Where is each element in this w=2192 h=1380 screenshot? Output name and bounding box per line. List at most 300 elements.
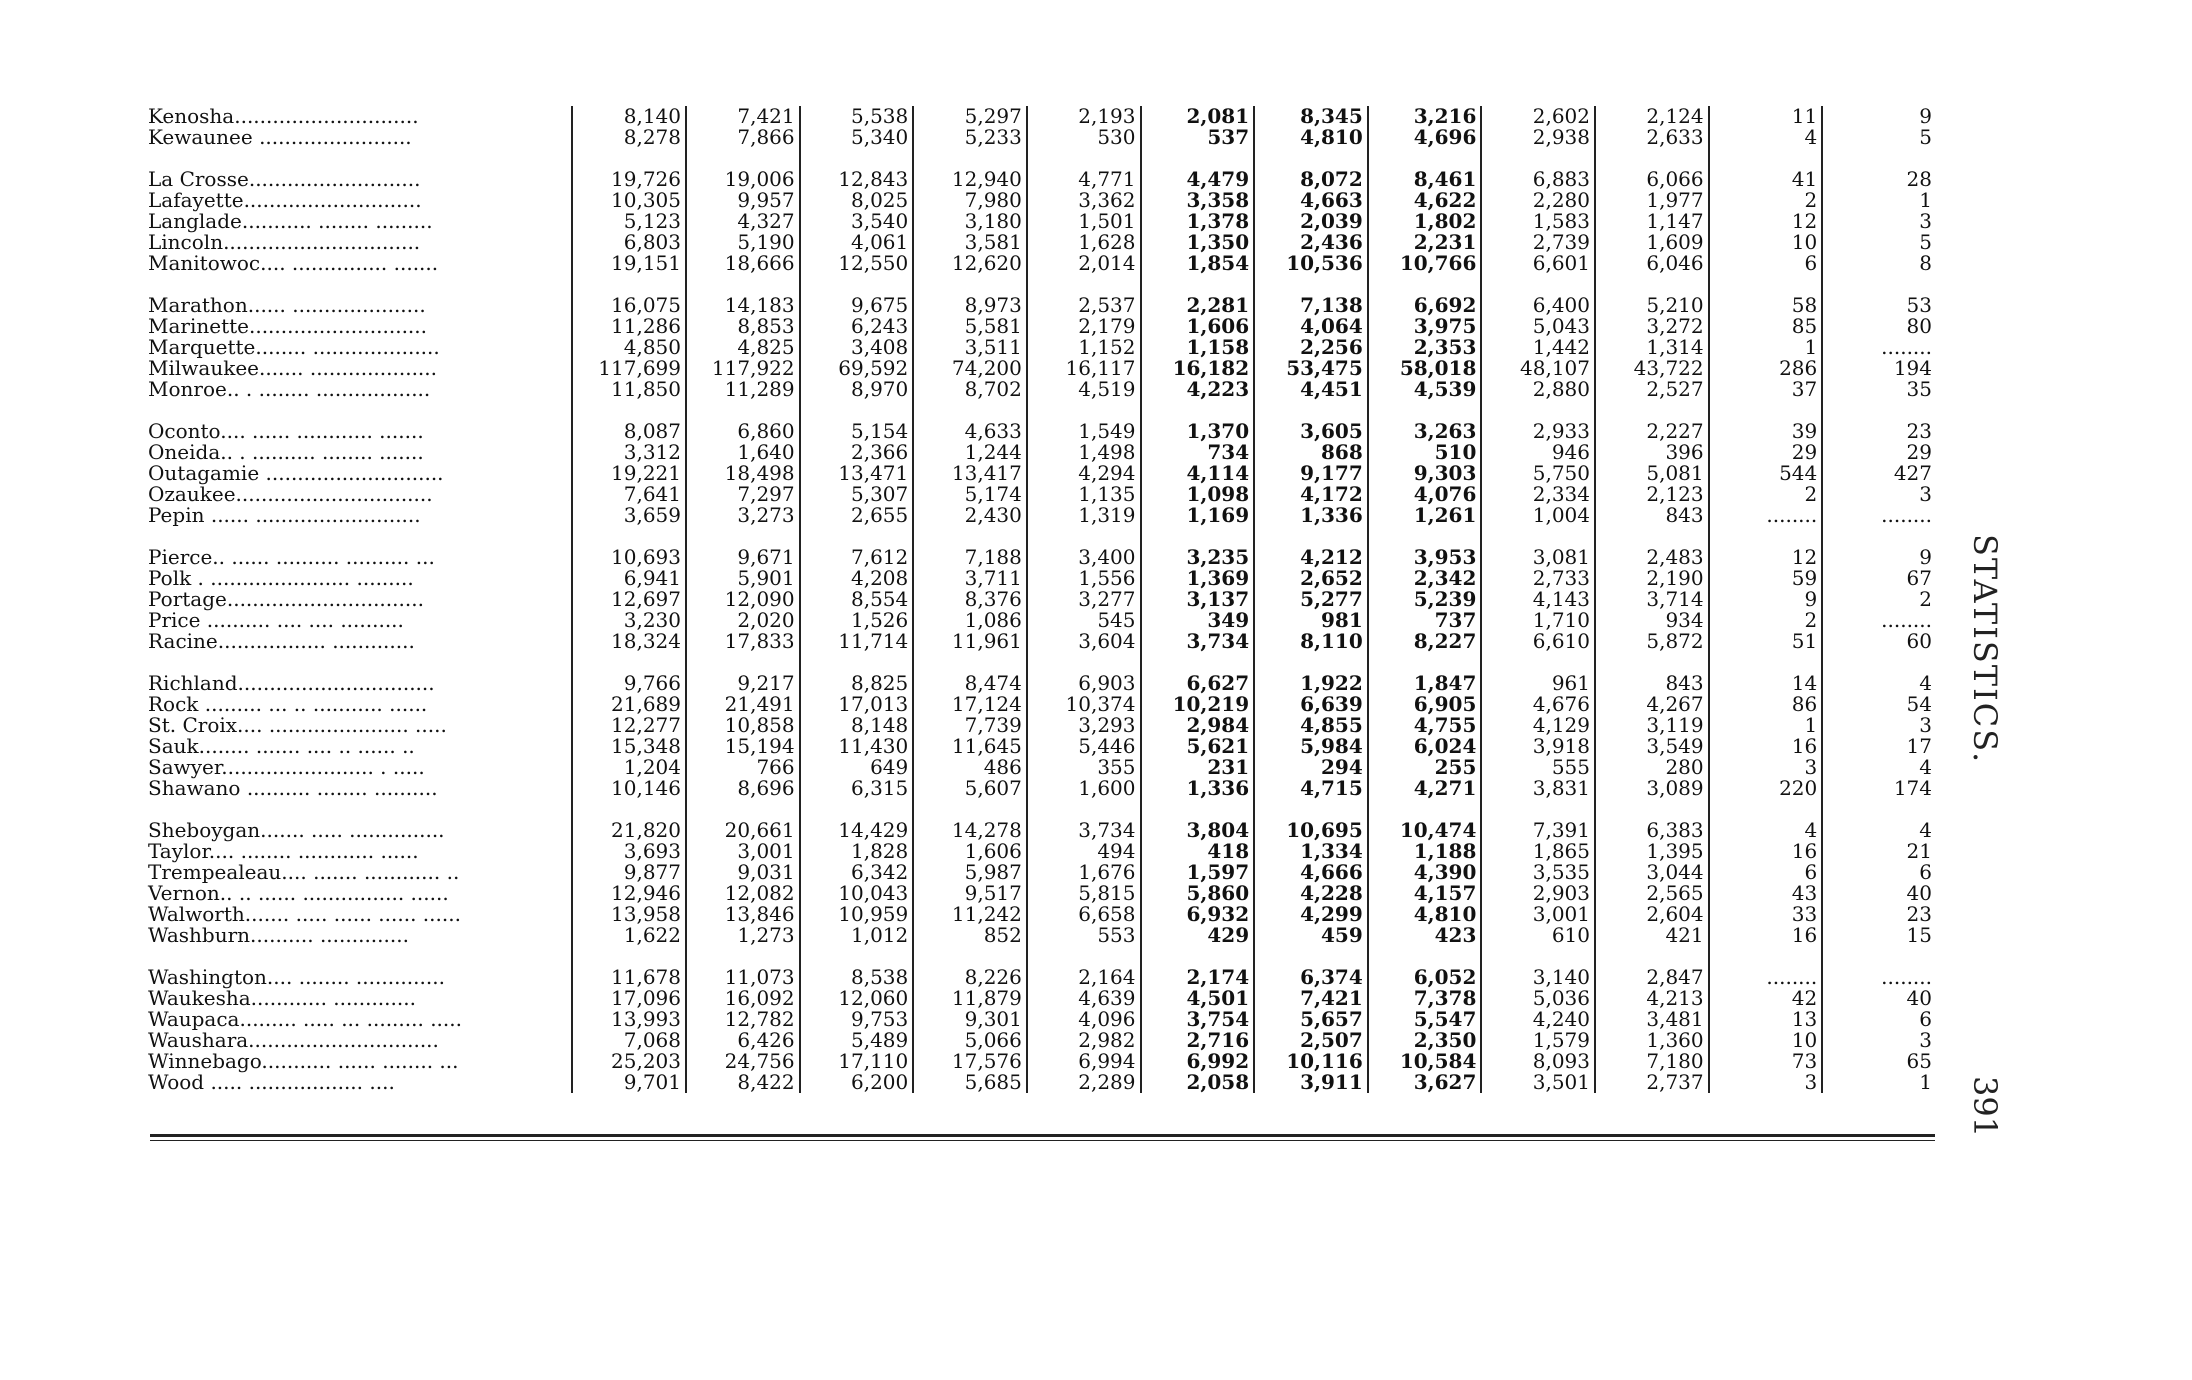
cell-value: 1,802 [1368,211,1482,232]
cell-value: 9 [1709,589,1823,610]
cell-value: 60 [1906,629,1932,653]
page-number: 391 [1966,1076,2004,1138]
cell-value: 1,854 [1141,253,1255,274]
cell-value: 2,058 [1141,1072,1255,1093]
cell-value: 43,722 [1595,358,1709,379]
table-row [146,484,1936,505]
county-name: Oneida.. . .......... ........ ....... [146,442,572,463]
cell-value: 4,825 [686,337,800,358]
cell-value: 17,833 [686,631,800,652]
cell-value: 9,177 [1254,463,1368,484]
cell-value: 1,152 [1027,337,1141,358]
cell-value: 12 [1709,211,1823,232]
cell-value: 14 [1709,673,1823,694]
cell-value: 6 [1919,860,1932,884]
cell-value: 9,675 [800,295,914,316]
cell-value: 2,193 [1027,106,1141,127]
cell-value: 5,297 [913,106,1027,127]
cell-value: 1,314 [1595,337,1709,358]
cell-value: 8,226 [913,967,1027,988]
cell-value: 6,601 [1481,253,1595,274]
cell-value: 737 [1368,610,1482,631]
cell-value: 80 [1906,314,1932,338]
table-row [146,736,1936,757]
cell-value: 4,267 [1595,694,1709,715]
cell-value: 18,324 [572,631,686,652]
cell-value: 17,576 [913,1051,1027,1072]
cell-value: 2,739 [1481,232,1595,253]
cell-value: 2 [1709,610,1823,631]
cell-value: 21,689 [572,694,686,715]
county-name: La Crosse........................... [146,169,572,190]
cell-value: 8 [1919,251,1932,275]
cell-value: 3,804 [1141,820,1255,841]
cell-value: 1,609 [1595,232,1709,253]
cell-value: 23 [1906,902,1932,926]
cell-value: 2,507 [1254,1030,1368,1051]
cell-value: 11 [1709,106,1823,127]
table-row [146,694,1936,715]
cell-value: 3 [1709,1072,1823,1093]
group-spacer [146,946,1936,967]
group-spacer [146,148,1936,169]
cell-value: 25,203 [572,1051,686,1072]
cell-value: 1,628 [1027,232,1141,253]
cell-value: 3,911 [1254,1072,1368,1093]
cell-value: 494 [1027,841,1141,862]
cell-value: 1,922 [1254,673,1368,694]
county-name: Lafayette............................ [146,190,572,211]
group-spacer [146,526,1936,547]
cell-value: 3,235 [1141,547,1255,568]
table-row [146,463,1936,484]
cell-value: 16,182 [1141,358,1255,379]
cell-value: 530 [1027,127,1141,148]
cell-value: 486 [913,757,1027,778]
cell-value: 12 [1709,547,1823,568]
cell-value: 6 [1919,1007,1932,1031]
cell-value: 1,004 [1481,505,1595,526]
cell-value: 8,345 [1254,106,1368,127]
cell-value: 6,905 [1368,694,1482,715]
cell-value: 5,581 [913,316,1027,337]
cell-value: 18,666 [686,253,800,274]
table-row [146,925,1936,946]
group-spacer [146,799,1936,820]
cell-value: 21,820 [572,820,686,841]
cell-value: 766 [686,757,800,778]
cell-value: 18,498 [686,463,800,484]
cell-value: 2,652 [1254,568,1368,589]
cell-value: 3,312 [572,442,686,463]
cell-value: 1,498 [1027,442,1141,463]
table-row [146,904,1936,925]
cell-value: 421 [1595,925,1709,946]
cell-value: 2,164 [1027,967,1141,988]
cell-value: 6,992 [1141,1051,1255,1072]
county-name: Waukesha............ ............. [146,988,572,1009]
cell-value: 2,366 [800,442,914,463]
cell-value: 3,734 [1027,820,1141,841]
cell-value: 5,277 [1254,589,1368,610]
cell-value: 4,143 [1481,589,1595,610]
cell-value: 5,307 [800,484,914,505]
cell-value: 3,754 [1141,1009,1255,1030]
cell-value: 4,810 [1368,904,1482,925]
cell-value: 8,554 [800,589,914,610]
cell-value: 5,547 [1368,1009,1482,1030]
county-statistics-table [146,106,1936,1093]
cell-value: 1,261 [1368,505,1482,526]
cell-value: 610 [1481,925,1595,946]
cell-value: 4,639 [1027,988,1141,1009]
cell-value: 8,227 [1368,631,1482,652]
cell-value: ........ [1709,967,1823,988]
table-row [146,673,1936,694]
cell-value: 11,073 [686,967,800,988]
cell-value: 4,129 [1481,715,1595,736]
cell-value: 6,383 [1595,820,1709,841]
cell-value: 2 [1709,484,1823,505]
cell-value: 117,699 [572,358,686,379]
cell-value: 10,693 [572,547,686,568]
cell-value: 86 [1709,694,1823,715]
cell-value: 10,959 [800,904,914,925]
cell-value: 2,737 [1595,1072,1709,1093]
cell-value: 9,701 [572,1072,686,1093]
cell-value: 1,086 [913,610,1027,631]
cell-value: 286 [1709,358,1823,379]
cell-value: 3,081 [1481,547,1595,568]
cell-value: 12,082 [686,883,800,904]
cell-value: 11,286 [572,316,686,337]
cell-value: 6,024 [1368,736,1482,757]
cell-value: 8,072 [1254,169,1368,190]
cell-value: 6,692 [1368,295,1482,316]
county-name: Milwaukee....... .................... [146,358,572,379]
cell-value: 8,110 [1254,631,1368,652]
cell-value: 19,221 [572,463,686,484]
cell-value: 3,659 [572,505,686,526]
table-row [146,295,1936,316]
county-name: Lincoln............................... [146,232,572,253]
cell-value: 5,872 [1595,631,1709,652]
cell-value: 6,342 [800,862,914,883]
cell-value: 29 [1709,442,1823,463]
cell-value: 11,289 [686,379,800,400]
cell-value: 220 [1709,778,1823,799]
cell-value: 17 [1906,734,1932,758]
cell-value: 9 [1919,545,1932,569]
cell-value: 1,336 [1254,505,1368,526]
cell-value: 2,174 [1141,967,1255,988]
cell-value: 9,877 [572,862,686,883]
cell-value: 5,154 [800,421,914,442]
cell-value: 23 [1906,419,1932,443]
group-spacer [146,652,1936,673]
cell-value: 16 [1709,736,1823,757]
cell-value: 8,148 [800,715,914,736]
table-row [146,232,1936,253]
cell-value: 3,481 [1595,1009,1709,1030]
cell-value: 7,641 [572,484,686,505]
cell-value: 1,847 [1368,673,1482,694]
cell-value: 1,169 [1141,505,1255,526]
cell-value: 2,280 [1481,190,1595,211]
cell-value: 1,597 [1141,862,1255,883]
cell-value: 4,294 [1027,463,1141,484]
cell-value: 4 [1919,818,1932,842]
county-name: Winnebago........... ...... ........ ... [146,1051,572,1072]
cell-value: 42 [1709,988,1823,1009]
cell-value: 2,982 [1027,1030,1141,1051]
cell-value: 7,612 [800,547,914,568]
cell-value: 1 [1709,337,1823,358]
cell-value: 14,183 [686,295,800,316]
table-row [146,1051,1936,1072]
cell-value: 10,043 [800,883,914,904]
cell-value: 5,657 [1254,1009,1368,1030]
cell-value: 7,391 [1481,820,1595,841]
cell-value: 3,140 [1481,967,1595,988]
cell-value: 1,334 [1254,841,1368,862]
cell-value: 1,865 [1481,841,1595,862]
cell-value: 194 [1893,356,1932,380]
cell-value: 1,556 [1027,568,1141,589]
county-name: Oconto.... ...... ............ ....... [146,421,572,442]
cell-value: 3,918 [1481,736,1595,757]
cell-value: 16,117 [1027,358,1141,379]
table-row [146,715,1936,736]
table-row [146,442,1936,463]
table-row [146,169,1936,190]
cell-value: 510 [1368,442,1482,463]
cell-value: 6,243 [800,316,914,337]
cell-value: 1,549 [1027,421,1141,442]
county-name: Vernon.. .. ...... ................ ...... [146,883,572,904]
cell-value: 3 [1919,713,1932,737]
cell-value: 6,046 [1595,253,1709,274]
cell-value: 3,501 [1481,1072,1595,1093]
cell-value: 117,922 [686,358,800,379]
table-row [146,190,1936,211]
table-row [146,820,1936,841]
table-row [146,1030,1936,1051]
cell-value: 4,771 [1027,169,1141,190]
table-row [146,337,1936,358]
cell-value: 4,061 [800,232,914,253]
cell-value: 1,606 [913,841,1027,862]
cell-value: 11,961 [913,631,1027,652]
cell-value: 2,039 [1254,211,1368,232]
cell-value: 17,096 [572,988,686,1009]
cell-value: 51 [1709,631,1823,652]
cell-value: 4,715 [1254,778,1368,799]
cell-value: 5,815 [1027,883,1141,904]
cell-value: 1,395 [1595,841,1709,862]
county-name: Trempealeau.... ....... ............ .. [146,862,572,883]
cell-value: 12,620 [913,253,1027,274]
cell-value: 5,901 [686,568,800,589]
cell-value: 9,753 [800,1009,914,1030]
cell-value: 54 [1906,692,1932,716]
table-row [146,211,1936,232]
county-name: Price .......... .... .... .......... [146,610,572,631]
cell-value: 6,610 [1481,631,1595,652]
cell-value: 33 [1709,904,1823,925]
cell-value: 3,540 [800,211,914,232]
cell-value: 6,883 [1481,169,1595,190]
cell-value: 74,200 [913,358,1027,379]
cell-value: 981 [1254,610,1368,631]
cell-value: 41 [1709,169,1823,190]
cell-value: 9,301 [913,1009,1027,1030]
cell-value: 10,584 [1368,1051,1482,1072]
cell-value: 7,866 [686,127,800,148]
cell-value: 5,190 [686,232,800,253]
cell-value: 5,607 [913,778,1027,799]
cell-value: 9,031 [686,862,800,883]
cell-value: 13,993 [572,1009,686,1030]
cell-value: 961 [1481,673,1595,694]
cell-value: 3,627 [1368,1072,1482,1093]
table-row [146,862,1936,883]
cell-value: 13,846 [686,904,800,925]
cell-value: 10,474 [1368,820,1482,841]
cell-value: 12,946 [572,883,686,904]
cell-value: 3,119 [1595,715,1709,736]
cell-value: 4,157 [1368,883,1482,904]
cell-value: 10,116 [1254,1051,1368,1072]
cell-value: 1,273 [686,925,800,946]
cell-value: 3,734 [1141,631,1255,652]
cell-value: 734 [1141,442,1255,463]
cell-value: 3 [1709,757,1823,778]
cell-value: 14,278 [913,820,1027,841]
cell-value: 3,408 [800,337,914,358]
cell-value: 3,001 [686,841,800,862]
cell-value: 6,374 [1254,967,1368,988]
cell-value: 4,172 [1254,484,1368,505]
county-name: St. Croix.... ...................... ..... [146,715,572,736]
cell-value: 3 [1919,1028,1932,1052]
cell-value: 5,174 [913,484,1027,505]
cell-value: 3,293 [1027,715,1141,736]
cell-value: 69,592 [800,358,914,379]
cell-value: 4,212 [1254,547,1368,568]
cell-value: 20,661 [686,820,800,841]
cell-value: 8,702 [913,379,1027,400]
cell-value: 1,526 [800,610,914,631]
cell-value: 4,501 [1141,988,1255,1009]
cell-value: 12,277 [572,715,686,736]
cell-value: 649 [800,757,914,778]
cell-value: 1,360 [1595,1030,1709,1051]
cell-value: 4,633 [913,421,1027,442]
cell-value: 13,958 [572,904,686,925]
cell-value: 37 [1709,379,1823,400]
cell-value: 396 [1595,442,1709,463]
cell-value: 1,583 [1481,211,1595,232]
cell-value: 17,013 [800,694,914,715]
cell-value: 545 [1027,610,1141,631]
county-name: Pepin ...... .......................... [146,505,572,526]
cell-value: 3 [1919,209,1932,233]
table-row [146,358,1936,379]
cell-value: 4,663 [1254,190,1368,211]
cell-value: 10 [1709,232,1823,253]
cell-value: 2,716 [1141,1030,1255,1051]
cell-value: 2,602 [1481,106,1595,127]
cell-value: 2,342 [1368,568,1482,589]
cell-value: 10,766 [1368,253,1482,274]
county-name: Wood ..... .................. .... [146,1072,572,1093]
cell-value: 9,766 [572,673,686,694]
cell-value: 2 [1919,587,1932,611]
county-name: Kenosha............................. [146,106,572,127]
cell-value: 10,536 [1254,253,1368,274]
cell-value: 19,006 [686,169,800,190]
table-row [146,757,1936,778]
cell-value: 3,549 [1595,736,1709,757]
cell-value: 9,517 [913,883,1027,904]
cell-value: 1,369 [1141,568,1255,589]
cell-value: 4,622 [1368,190,1482,211]
cell-value: 21,491 [686,694,800,715]
cell-value: 2,190 [1595,568,1709,589]
cell-value: 5,538 [800,106,914,127]
cell-value: 2,124 [1595,106,1709,127]
cell-value: 59 [1709,568,1823,589]
cell-value: 11,850 [572,379,686,400]
county-name: Shawano .......... ........ .......... [146,778,572,799]
table-row [146,568,1936,589]
cell-value: 1,977 [1595,190,1709,211]
cell-value: 40 [1906,986,1932,1010]
cell-value: 3,230 [572,610,686,631]
cell-value: 9,671 [686,547,800,568]
cell-value: 8,474 [913,673,1027,694]
cell-value: 6 [1709,862,1823,883]
cell-value: 3,089 [1595,778,1709,799]
cell-value: 2,436 [1254,232,1368,253]
cell-value: 8,853 [686,316,800,337]
cell-value: 7,188 [913,547,1027,568]
cell-value: 2,334 [1481,484,1595,505]
cell-value: 3,137 [1141,589,1255,610]
cell-value: 418 [1141,841,1255,862]
cell-value: 3,044 [1595,862,1709,883]
cell-value: 1,188 [1368,841,1482,862]
cell-value: 6,426 [686,1030,800,1051]
cell-value: 2,123 [1595,484,1709,505]
cell-value: 4,213 [1595,988,1709,1009]
cell-value: 7,068 [572,1030,686,1051]
cell-value: 2,604 [1595,904,1709,925]
cell-value: 4,810 [1254,127,1368,148]
cell-value: 3,216 [1368,106,1482,127]
cell-value: 4,114 [1141,463,1255,484]
cell-value: 7,739 [913,715,1027,736]
cell-value: 10 [1709,1030,1823,1051]
cell-value: 1,204 [572,757,686,778]
cell-value: 1 [1919,1070,1932,1094]
cell-value: 349 [1141,610,1255,631]
cell-value: 4 [1709,127,1823,148]
cell-value: 12,090 [686,589,800,610]
group-spacer [146,274,1936,295]
cell-value: 4,850 [572,337,686,358]
